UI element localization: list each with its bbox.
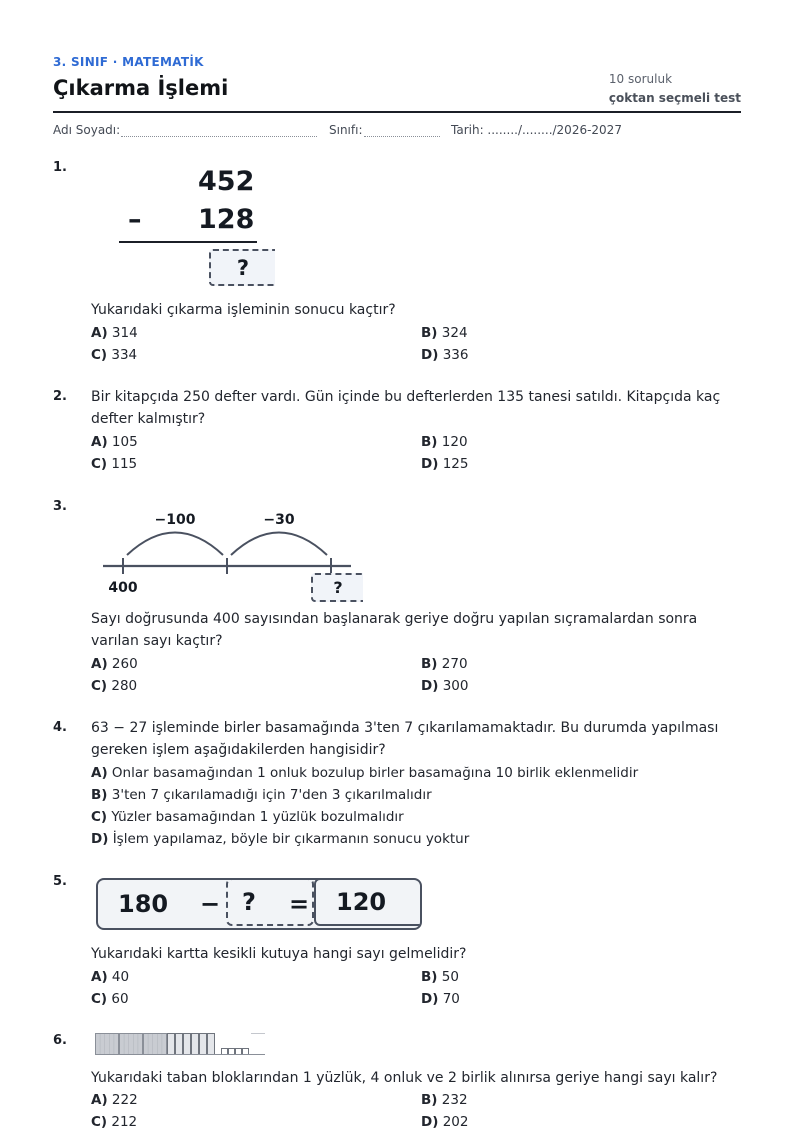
option-b[interactable]: [91, 787, 432, 803]
option-letter: D): [421, 1114, 439, 1130]
question-number: 4.: [53, 720, 67, 735]
one-cube: [243, 1049, 249, 1055]
hundred-block: [120, 1034, 143, 1055]
option-d[interactable]: [91, 831, 469, 847]
option-text: 60: [111, 991, 129, 1007]
hundred-block: [144, 1034, 167, 1055]
option-a[interactable]: [91, 969, 129, 985]
subject-label: 3. SINIF · MATEMATİK: [53, 55, 204, 69]
option-letter: C): [91, 678, 108, 694]
header-divider: [53, 111, 741, 113]
minus-sign: –: [128, 204, 142, 235]
option-text: 120: [441, 434, 468, 450]
question-text: 63 − 27 işleminde birler basamağında 3'ten 7 çıkarılamamaktadır. Bu durumda yapılması gereken işlem aşağıdakilerden hangisidir?: [91, 720, 719, 758]
option-letter: D): [91, 831, 109, 847]
question-text: Sayı doğrusunda 400 sayısından başlanarak geriye doğru yapılan sıçramalardan sonra varılan sayı kaçtır?: [91, 611, 698, 649]
question-text: Yukarıdaki çıkarma işleminin sonucu kaçtır?: [91, 302, 396, 318]
option-letter: A): [91, 765, 108, 781]
option-c[interactable]: [91, 456, 137, 472]
minuend: 452: [198, 166, 255, 197]
option-letter: B): [421, 325, 438, 341]
option-text: Yüzler basamağından 1 yüzlük bozulmalıdır: [111, 809, 404, 825]
question-text: Yukarıdaki taban bloklarından 1 yüzlük, 4 onluk ve 2 birlik alınırsa geriye hangi sayı kalır?: [91, 1070, 718, 1086]
ten-rod: [200, 1034, 207, 1055]
option-text: 40: [111, 969, 130, 985]
option-letter: A): [91, 656, 108, 672]
option-d[interactable]: [421, 678, 468, 694]
option-a[interactable]: [91, 325, 138, 341]
option-text: 115: [111, 456, 138, 472]
option-c[interactable]: [91, 347, 137, 363]
option-text: 212: [111, 1114, 138, 1130]
name-field[interactable]: [121, 136, 317, 137]
option-text: 70: [442, 991, 460, 1007]
ten-rod: [176, 1034, 183, 1055]
answer-box: [209, 249, 275, 286]
name-label: Adı Soyadı:: [53, 123, 121, 137]
option-b[interactable]: [421, 1092, 468, 1108]
question-count: 10 soruluk: [608, 72, 673, 86]
option-letter: A): [91, 969, 108, 985]
option-text: 260: [111, 656, 138, 672]
start-label: 400: [108, 580, 138, 596]
option-b[interactable]: [421, 325, 468, 341]
option-text: 3'ten 7 çıkarılamadığı için 7'den 3 çıkarılmalıdır: [111, 787, 432, 803]
question-number: 6.: [53, 1033, 67, 1048]
option-letter: B): [421, 1092, 438, 1108]
option-letter: D): [421, 347, 439, 363]
jump-arc-2: [231, 533, 327, 556]
option-letter: B): [421, 969, 438, 985]
option-text: 280: [111, 678, 138, 694]
option-d[interactable]: [421, 347, 468, 363]
one-cube: [229, 1049, 235, 1055]
ten-rod: [168, 1034, 175, 1055]
date-label: Tarih: ......../......../2026-2027: [451, 123, 622, 137]
ten-rod: [184, 1034, 191, 1055]
option-d[interactable]: [421, 456, 468, 472]
option-b[interactable]: [421, 969, 459, 985]
worksheet-page: [53, 0, 741, 1130]
option-letter: A): [91, 325, 108, 341]
option-text: 336: [442, 347, 469, 363]
card-minus-sign: −: [200, 890, 221, 918]
option-a[interactable]: [91, 434, 138, 450]
base-ten-blocks-figure: [95, 1033, 267, 1055]
option-d[interactable]: [421, 1114, 468, 1130]
option-letter: C): [91, 809, 108, 825]
card-equals-sign: =: [289, 890, 310, 918]
option-letter: D): [421, 456, 439, 472]
test-meta: [609, 70, 741, 108]
question-text: Yukarıdaki kartta kesikli kutuya hangi sayı gelmelidir?: [91, 946, 467, 962]
option-text: Onlar basamağından 1 onluk bozulup birler basamağına 10 birlik eklenmelidir: [111, 765, 639, 781]
unknown-mark: ?: [236, 255, 250, 280]
ten-rod: [208, 1034, 215, 1055]
option-text: 232: [441, 1092, 468, 1108]
option-text: 202: [442, 1114, 469, 1130]
option-text: 314: [111, 325, 138, 341]
option-letter: D): [421, 991, 439, 1007]
jump-1-label: −100: [154, 512, 196, 528]
option-letter: C): [91, 347, 108, 363]
class-label: Sınıfı:: [329, 123, 363, 137]
option-letter: C): [91, 991, 108, 1007]
question-number: 5.: [53, 874, 67, 889]
option-text: İşlem yapılamaz, böyle bir çıkarmanın sonucu yoktur: [112, 831, 470, 847]
option-text: 125: [442, 456, 469, 472]
option-c[interactable]: [91, 1114, 137, 1130]
one-cube: [236, 1049, 242, 1055]
option-letter: A): [91, 1092, 108, 1108]
option-letter: D): [421, 678, 439, 694]
sum-line: [119, 241, 257, 243]
option-letter: C): [91, 456, 108, 472]
card-result-box: [314, 878, 422, 926]
one-cube: [222, 1049, 228, 1055]
option-letter: B): [421, 656, 438, 672]
hundred-block: [96, 1034, 119, 1055]
test-type: çoktan seçmeli test: [608, 91, 741, 105]
option-letter: B): [421, 434, 438, 450]
result-number: 120: [336, 888, 387, 916]
option-text: 334: [111, 347, 138, 363]
option-b[interactable]: [421, 434, 468, 450]
unknown-mark: ?: [333, 578, 343, 597]
subtrahend: 128: [198, 204, 255, 235]
question-number: 2.: [53, 389, 67, 404]
jump-arc-1: [127, 533, 223, 556]
option-a[interactable]: [91, 1092, 138, 1108]
question-text: Bir kitapçıda 250 defter vardı. Gün içinde bu defterlerden 135 tanesi satıldı. Kitapçıda kaç defter kalmıştır?: [91, 389, 721, 427]
option-b[interactable]: [421, 656, 468, 672]
page-title: Çıkarma İşlemi: [53, 76, 229, 100]
equation-card: [96, 878, 422, 930]
option-text: 50: [441, 969, 459, 985]
answer-box: [311, 573, 363, 602]
option-d[interactable]: [421, 991, 460, 1007]
card-left-number: 180: [118, 890, 169, 918]
option-text: 300: [442, 678, 469, 694]
option-text: 270: [441, 656, 468, 672]
option-letter: C): [91, 1114, 108, 1130]
option-a[interactable]: [91, 765, 638, 781]
option-letter: B): [91, 787, 108, 803]
unknown-mark: ?: [242, 888, 256, 916]
question-number: 3.: [53, 499, 67, 514]
question-number: 1.: [53, 160, 67, 175]
option-c[interactable]: [91, 809, 404, 825]
jump-2-label: −30: [263, 512, 295, 528]
option-text: 222: [111, 1092, 138, 1108]
option-text: 324: [441, 325, 468, 341]
option-c[interactable]: [91, 991, 129, 1007]
option-letter: A): [91, 434, 108, 450]
option-text: 105: [111, 434, 138, 450]
option-a[interactable]: [91, 656, 138, 672]
class-field[interactable]: [364, 136, 440, 137]
option-c[interactable]: [91, 678, 137, 694]
ten-rod: [192, 1034, 199, 1055]
